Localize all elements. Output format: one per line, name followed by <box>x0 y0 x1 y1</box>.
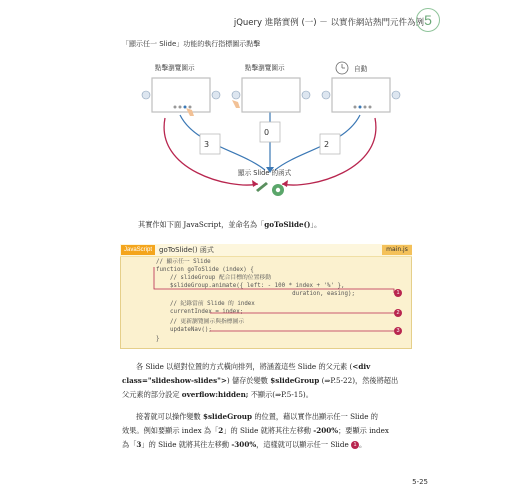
blue-line-left <box>180 115 265 170</box>
box-0 <box>260 122 280 142</box>
code-line: $slideGroup.animate({ left: - 100 * index + '%' }, <box>156 283 345 289</box>
file-badge: main.js <box>382 245 412 255</box>
code-line: function goToSlide (index) { <box>156 267 254 273</box>
function-label: 顯示 Slide 的函式 <box>238 169 292 177</box>
gear-icon <box>272 184 284 196</box>
code-line: // 紀錄當前 Slide 的 index <box>156 301 255 307</box>
code-annotations <box>150 255 410 345</box>
marker-3: 3 <box>394 327 402 335</box>
label-right: 自動 <box>354 65 368 73</box>
box-2-label: 2 <box>324 140 330 149</box>
arrowhead-right <box>282 180 288 187</box>
marker-1: 1 <box>394 289 402 297</box>
code-title: goToSlide() 函式 <box>159 246 214 254</box>
language-badge: JavaScript <box>121 245 155 255</box>
paragraph-2: 接著就可以操作變數 $slideGroup 的位置，藉以實作出顯示任一 Slide 的 效果。例如要顯示 index 為「2」的 Slide 就將其往左移動 -200%；要顯示 index 為「3」的 Slide 就將其往左移動 -300%，這樣就可以顯示任一 Slide 1 。 <box>122 412 389 449</box>
code-line: } <box>156 336 160 342</box>
marker-2: 2 <box>394 309 402 317</box>
code-line: updateNav(); <box>156 327 212 333</box>
code-line: currentIndex = index; <box>156 309 244 315</box>
label-left: 點擊瀏覽圖示 <box>155 64 195 72</box>
chapter-number-badge: 5 <box>416 8 440 32</box>
paragraph-1: 各 Slide 以絕對位置的方式橫向排列，將涵蓋這些 Slide 的父元素 (<div class="slideshow-slides">) 儲存於變數 $slideGroup (⇒P.5-22)，然後將超出 父元素的部分設定 overflow:hidden; 不顯示(⇒P.5-15)。 <box>122 362 399 399</box>
box-0-label: 0 <box>264 128 270 137</box>
hand-cursor-icon <box>232 100 240 108</box>
code-line: // 顯示任一 Slide <box>156 259 211 265</box>
box-2 <box>320 134 340 154</box>
arrowhead-left <box>252 180 258 187</box>
screen-middle <box>232 78 310 112</box>
diagram-svg <box>120 50 420 210</box>
page-number: 5-25 <box>412 478 428 486</box>
clock-icon <box>336 62 348 74</box>
label-middle: 點擊瀏覽圖示 <box>245 64 285 72</box>
box-3 <box>200 134 220 154</box>
screen-right <box>322 78 400 112</box>
code-line: // 更新瀏覽圖示與指標圖示 <box>156 319 245 325</box>
function-name: goToSlide() <box>264 220 311 229</box>
marker-line-1 <box>154 267 394 293</box>
blue-line-right <box>275 115 360 170</box>
code-line: // slideGroup 配合目標的位置移動 <box>156 275 271 281</box>
box-3-label: 3 <box>204 140 210 149</box>
figure-caption: 「顯示任一 Slide」功能的執行指標圖示點擊 <box>122 40 261 48</box>
screen-left <box>142 78 220 116</box>
code-line: duration, easing); <box>156 291 355 297</box>
running-header: jQuery 進階實例 (一) － 以實作網站熱門元件為例 <box>233 18 424 28</box>
diagram <box>120 50 420 210</box>
inline-marker-1: 1 <box>351 441 359 449</box>
intro-line: 其實作如下面 JavaScript，並命名為「goToSlide()」。 <box>138 220 322 229</box>
